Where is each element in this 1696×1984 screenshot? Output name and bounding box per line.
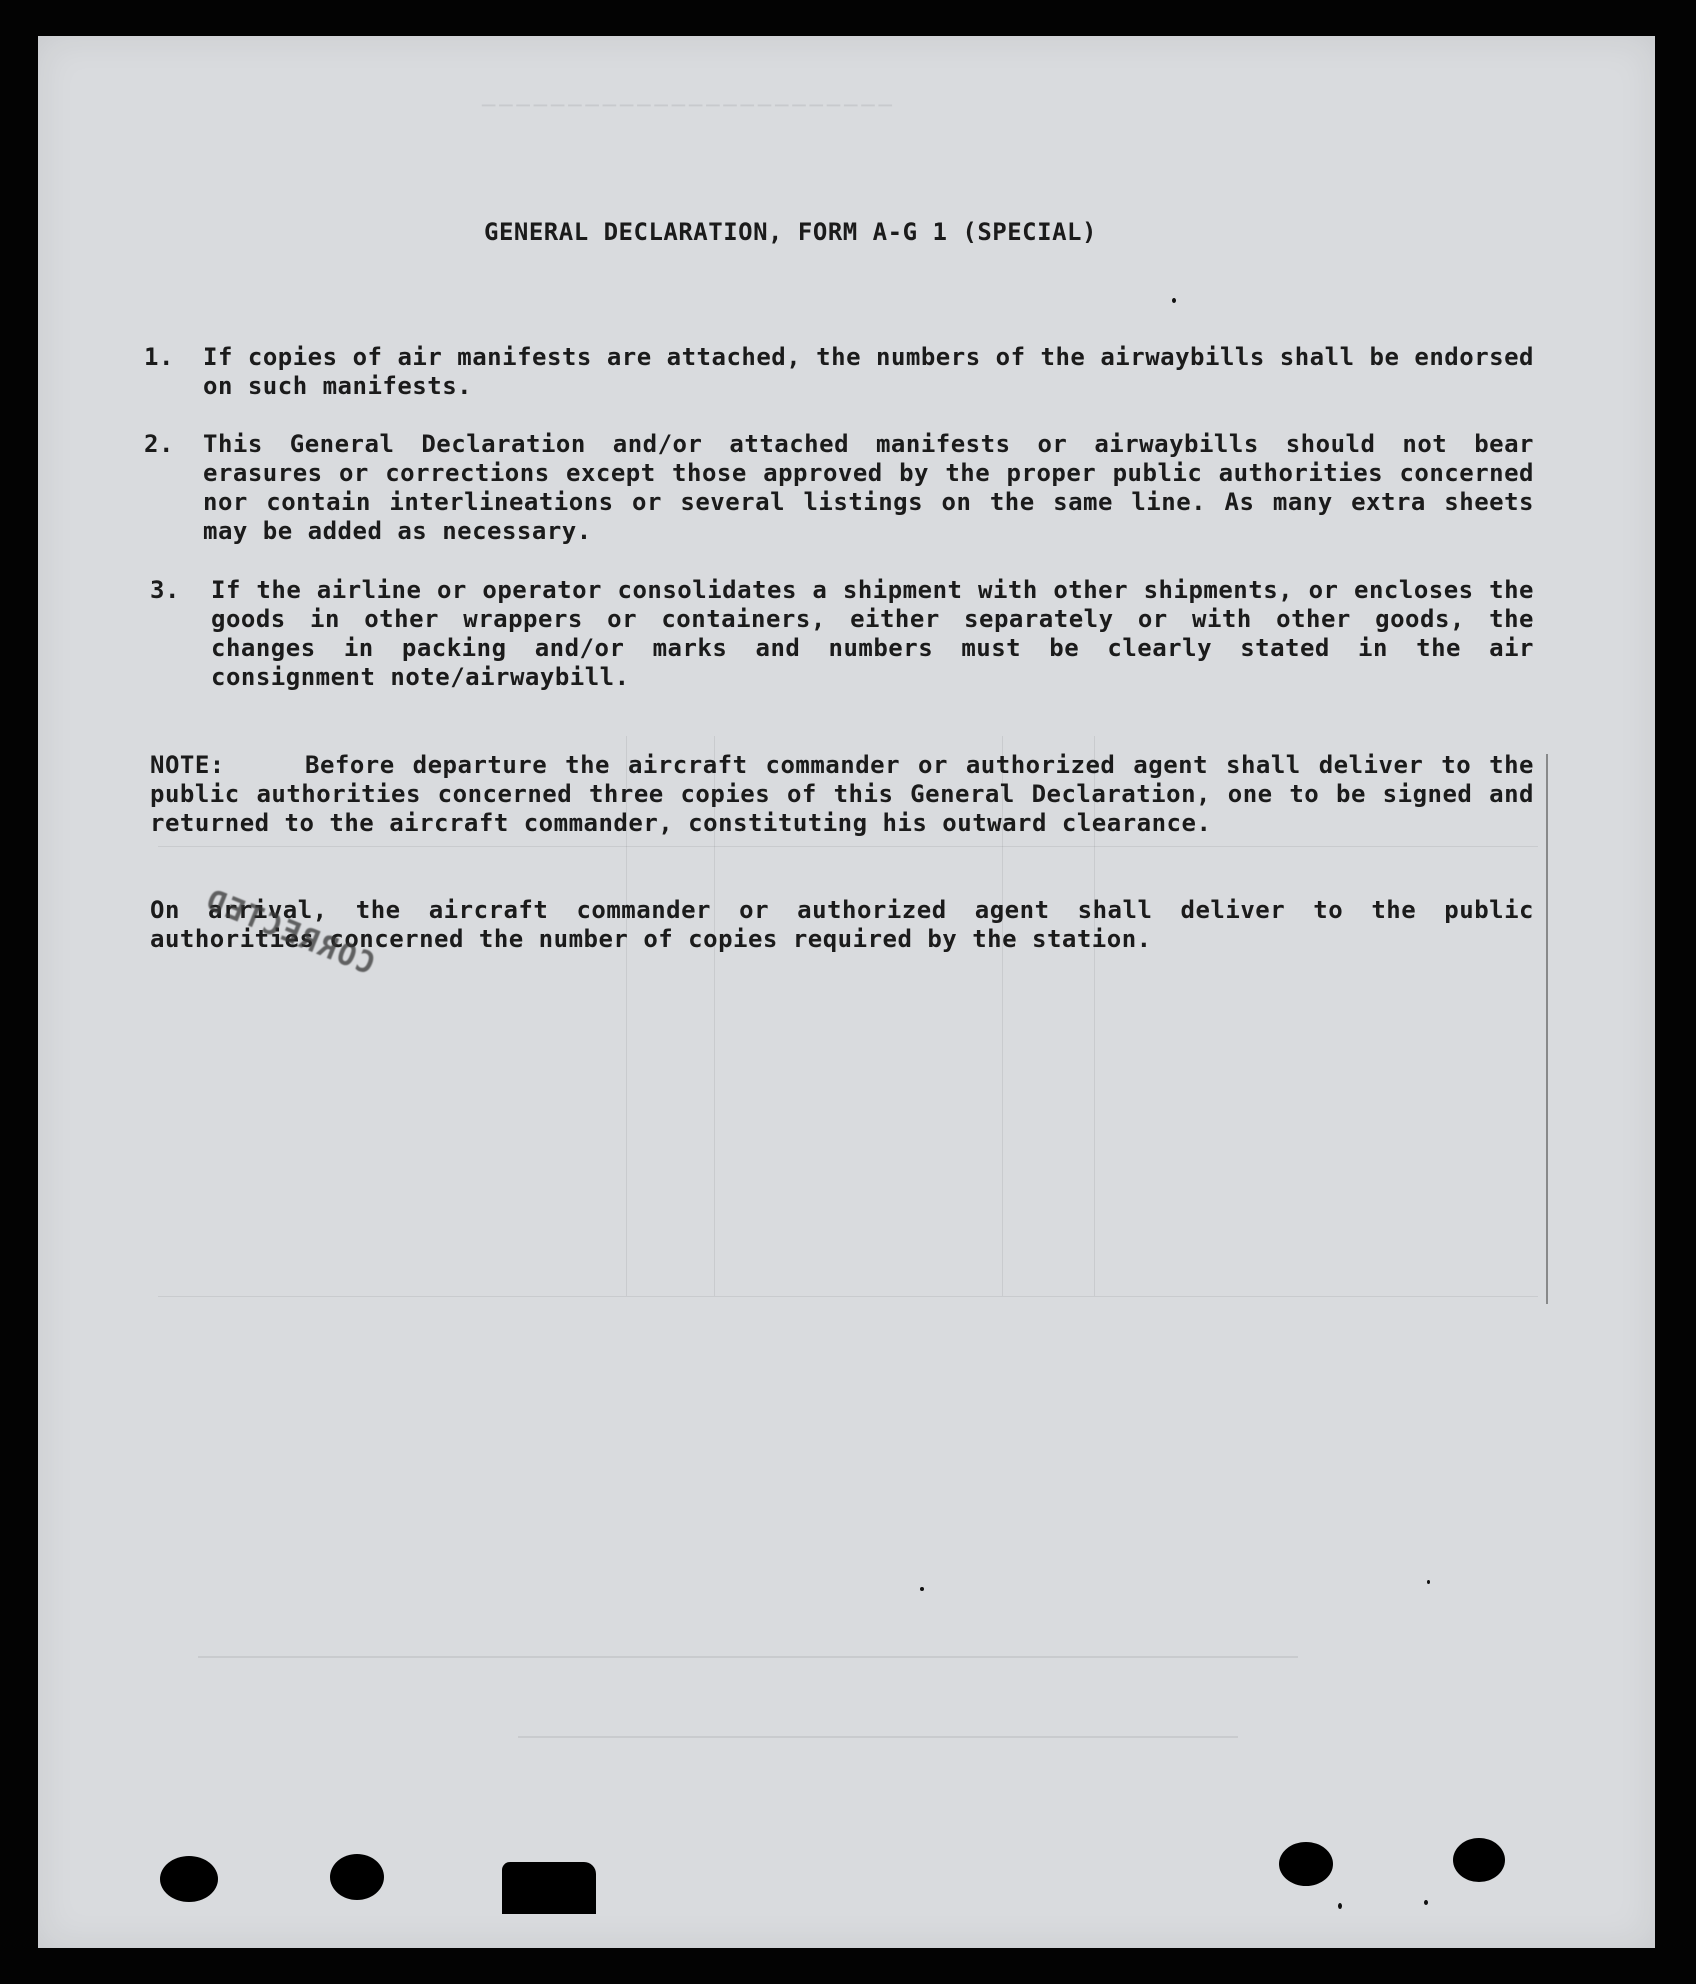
- bleed-through-rule: [158, 846, 1538, 847]
- punch-hole: [1279, 1842, 1333, 1886]
- bleed-through-mark: ────────────────────────: [478, 94, 892, 119]
- instruction-item: [150, 576, 1534, 692]
- bleed-through-rule: [158, 1296, 1538, 1297]
- arrival-paragraph: On arrival, the aircraft commander or authorized agent shall deliver to the public authorities concerned the number of copies required by the station.: [150, 896, 1534, 953]
- item-text: If copies of air manifests are attached, the numbers of the airwaybills shall be endorsed on such manifests.: [203, 343, 1534, 400]
- bleed-through-rule: [518, 1736, 1238, 1738]
- note-label: NOTE:: [150, 751, 225, 779]
- ink-speck: [1427, 1580, 1430, 1584]
- punch-hole: [1453, 1838, 1505, 1882]
- note-paragraph: [150, 751, 1534, 838]
- item-number: 2.: [144, 430, 174, 458]
- bleed-through-rule: [198, 1656, 1298, 1658]
- document-sheet: [38, 36, 1655, 1948]
- instruction-item: [144, 343, 1534, 401]
- item-text: If the airline or operator consolidates a shipment with other shipments, or encloses the goods in other wrappers or containers, either separately or with other goods, the changes in packing and/or marks and numbers must be clearly stated in the air consignment note/airwaybill.: [211, 576, 1534, 691]
- ink-speck: [1172, 298, 1176, 303]
- item-text: This General Declaration and/or attached manifests or airwaybills should not bear erasures or corrections except those approved by the proper public authorities concerned nor contain interlineations or several listings on the same line. As many extra sheets may be added as necessary.: [203, 430, 1534, 545]
- item-number: 3.: [150, 576, 180, 604]
- corrected-stamp: CORRECTED: [199, 882, 380, 983]
- document-title: GENERAL DECLARATION, FORM A-G 1 (SPECIAL): [484, 218, 1097, 246]
- item-number: 1.: [144, 343, 174, 371]
- ink-speck: [1424, 1900, 1428, 1905]
- punch-hole: [330, 1854, 384, 1900]
- punch-hole: [160, 1856, 218, 1902]
- ink-speck: [1338, 1903, 1342, 1909]
- torn-edge: [502, 1862, 596, 1914]
- right-margin-rule: [1546, 754, 1548, 1304]
- ink-speck: [920, 1587, 924, 1591]
- instruction-item: [144, 430, 1534, 546]
- note-text: Before departure the aircraft commander or authorized agent shall deliver to the public authorities concerned three copies of this General Declaration, one to be signed and returned to the aircraft commander, constituting his outward clearance.: [150, 751, 1534, 837]
